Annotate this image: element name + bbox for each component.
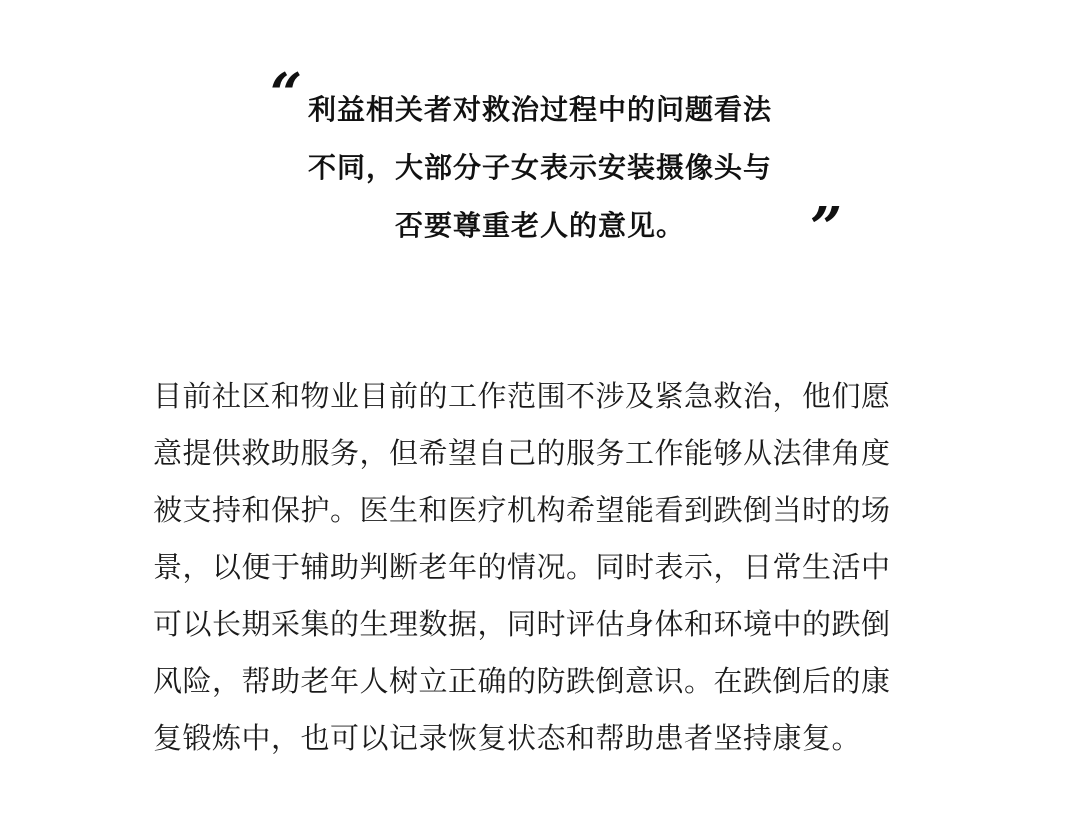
body-line-1: 目前社区和物业目前的工作范围不涉及紧急救治，他们愿 [153, 379, 891, 413]
quote-line-2: 不同，大部分子女表示安装摄像头与 [307, 151, 772, 184]
pull-quote [0, 0, 1080, 260]
quote-line-1: 利益相关者对救治过程中的问题看法 [307, 93, 772, 126]
body-paragraph [153, 368, 928, 767]
body-line-5: 可以长期采集的生理数据，同时评估身体和环境中的跌倒 [153, 607, 891, 641]
open-quote-mark: “ [270, 61, 303, 127]
body-line-7: 复锻炼中，也可以记录恢复状态和帮助患者坚持康复。 [153, 721, 862, 755]
body-line-3: 被支持和保护。医生和医疗机构希望能看到跌倒当时的场 [153, 493, 891, 527]
body-line-2: 意提供救助服务，但希望自己的服务工作能够从法律角度 [153, 436, 891, 470]
close-quote-mark: ” [810, 195, 843, 261]
quote-line-3: 否要尊重老人的意见。 [394, 209, 685, 242]
body-line-6: 风险，帮助老年人树立正确的防跌倒意识。在跌倒后的康 [153, 664, 891, 698]
body-line-4: 景，以便于辅助判断老年的情况。同时表示，日常生活中 [153, 550, 891, 584]
